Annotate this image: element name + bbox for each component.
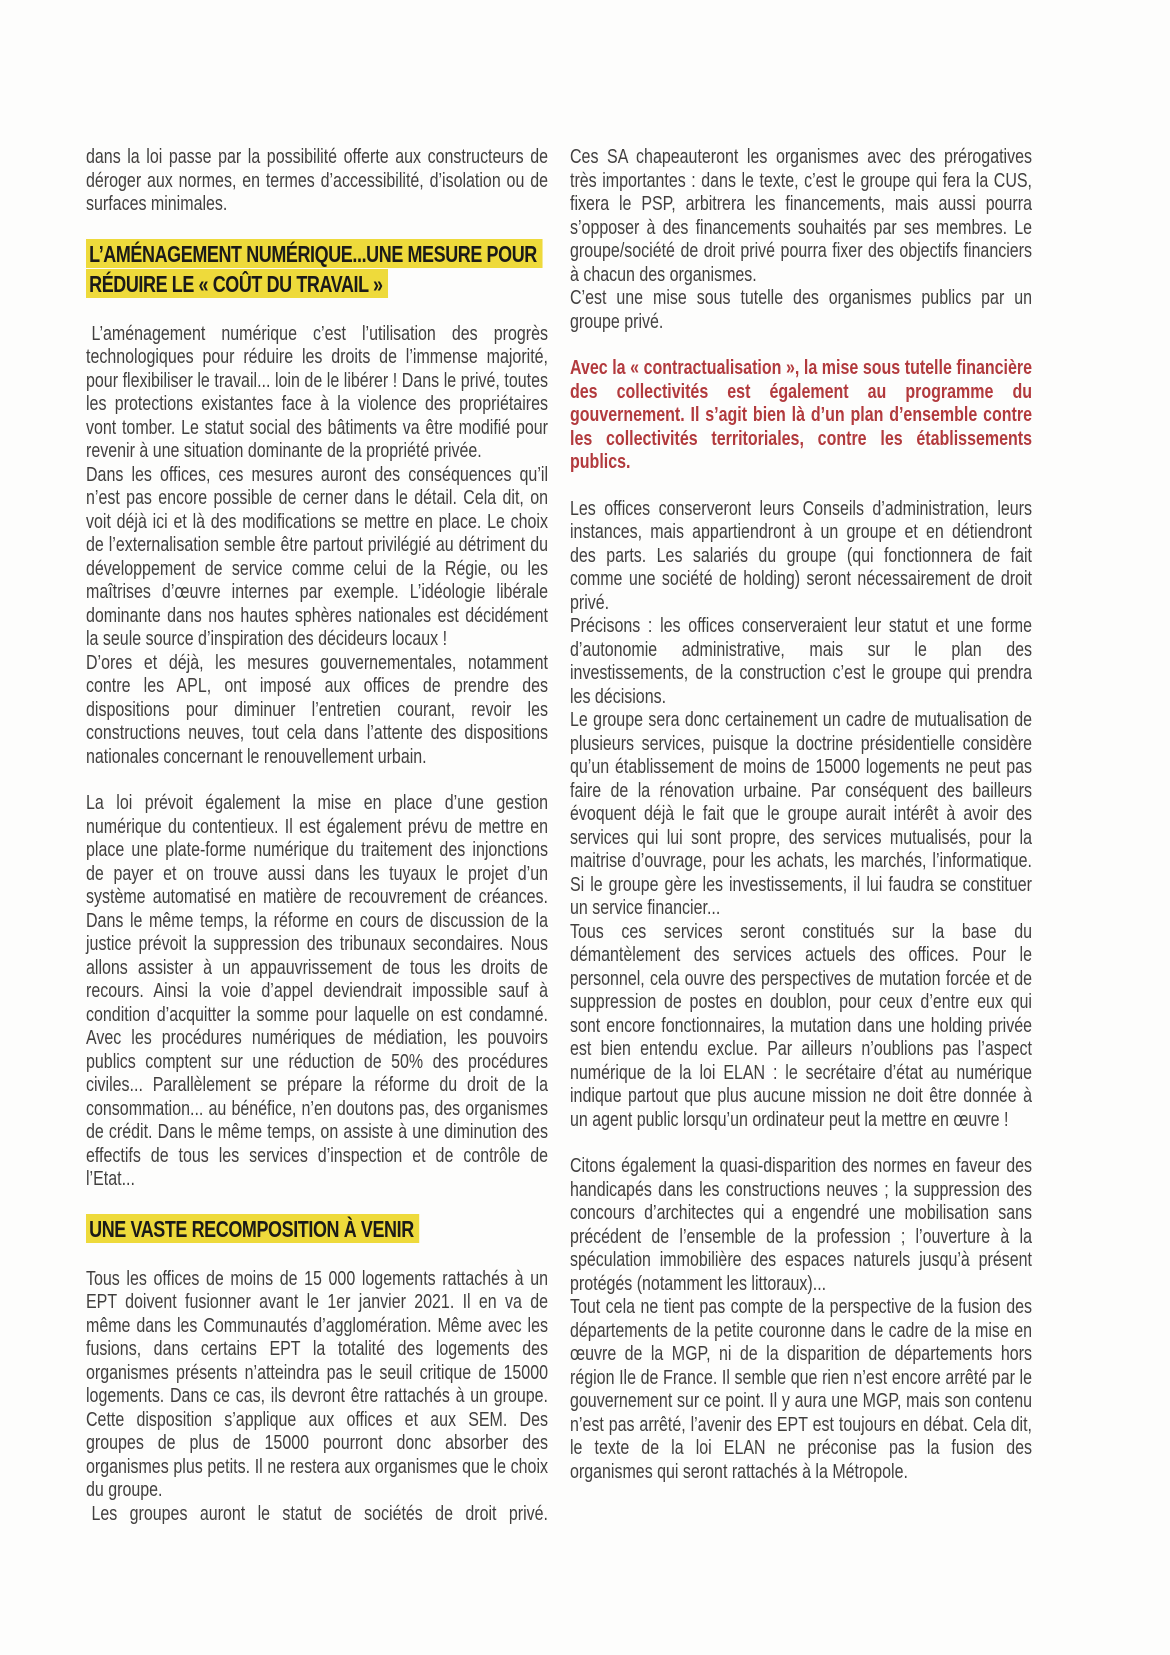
- right-column: [570, 145, 1032, 1525]
- paragraph: Ces SA chapeauteront les organismes avec des prérogatives très importantes : dans le texte, c’est le groupe qui fera la CUS, fixera le PSP, arbitrera les financements, mais aussi pourra s’opposer à des financements souhaités par ses membres. Le groupe/société de droit privé pourra fixer des objectifs financiers à chacun des organismes.: [570, 145, 1032, 286]
- paragraph: Les groupes auront le statut de sociétés de droit privé.: [91, 1501, 548, 1525]
- paragraph: C’est une mise sous tutelle des organismes publics par un groupe privé.: [570, 286, 1032, 333]
- section-heading-text: UNE VASTE RECOMPOSITION À VENIR: [86, 1214, 419, 1243]
- emphasis-paragraph: Avec la « contractualisation », la mise sous tutelle financière des collectivités est également au programme du gouvernement. Il s’agit bien là d’un plan d’ensemble contre les collectivités territoriales, contre les établissements publics.: [570, 356, 1032, 473]
- paragraph: Tous ces services seront constitués sur la base du démantèlement des services actuels des offices. Pour le personnel, cela ouvre des perspectives de mutation forcée et de suppression de postes en doublon, pour ceux d’entre eux qui sont encore fonctionnaires, la mutation dans une holding privée est bien entendu exclue. Par ailleurs n’oublions pas l’aspect numérique de la loi ELAN : le secrétaire d’état au numérique indique partout que plus aucune mission ne doit être donnée à un agent public lorsqu’un ordinateur peut la mettre en œuvre !: [570, 919, 1032, 1131]
- two-column-layout: [86, 145, 1032, 1525]
- paragraph: La loi prévoit également la mise en place d’une gestion numérique du contentieux. Il est également prévu de mettre en place une plate-forme numérique du traitement des injonctions de payer et on trouve aussi dans les tuyaux le projet d’un système automatisé en matière de recouvrement de créances. Dans le même temps, la réforme en cours de discussion de la justice prévoit la suppression des tribunaux secondaires. Nous allons assister à un appauvrissement de tous les droits de recours. Ainsi la voie d’appel deviendrait impossible sauf à condition d’acquitter la somme pour laquelle on est condamné. Avec les procédures numériques de médiation, les pouvoirs publics comptent sur une réduction de 50% des procédures civiles... Parallèlement se prépare la réforme du droit de la consommation... au bénéfice, n’en doutons pas, des organismes de crédit. Dans le même temps, on assiste à une diminution des effectifs de tous les services d’inspection et de contrôle de l’Etat...: [86, 791, 548, 1190]
- paragraph: Tout cela ne tient pas compte de la perspective de la fusion des départements de la petite couronne dans le cadre de la mise en œuvre de la MGP, ni de la disparition de départements hors région Ile de France. Il semble que rien n’est encore arrêté par le gouvernement sur ce point. Il y aura une MGP, mais son contenu n’est pas arrêté, l’avenir des EPT est toujours en débat. Cela dit, le texte de la loi ELAN ne préconise pas la fusion des organismes qui seront rattachés à la Métropole.: [570, 1295, 1032, 1483]
- section-heading: [86, 1214, 548, 1244]
- left-column: [86, 145, 548, 1525]
- paragraph: Citons également la quasi-disparition des normes en faveur des handicapés dans les constructions neuves ; la suppression des concours d’architectes qui a engendré une mobilisation sans précédent de l’ensemble de la profession ; l’ouverture à la spéculation immobilière des espaces naturels jusqu’à présent protégés (notamment les littoraux)...: [570, 1154, 1032, 1295]
- paragraph: D’ores et déjà, les mesures gouvernementales, notamment contre les APL, ont imposé aux offices de prendre des dispositions pour diminuer l’entretien courant, revoir les constructions neuves, tout cela dans l’attente des dispositions nationales concernant le renouvellement urbain.: [86, 650, 548, 768]
- paragraph: Précisons : les offices conserveraient leur statut et une forme d’autonomie administrative, mais sur le plan des investissements, de la construction c’est le groupe qui prendra les décisions.: [570, 614, 1032, 708]
- section-heading: [86, 239, 548, 299]
- paragraph: Le groupe sera donc certainement un cadre de mutualisation de plusieurs services, puisque la doctrine présidentielle considère qu’un établissement de moins de 15000 logements ne peut pas faire de la rénovation urbaine. Par conséquent des bailleurs évoquent déjà le fait que le groupe aurait intérêt à avoir des services qui lui sont propre, des services mutualisés, pour la maitrise d’ouvrage, pour les achats, les marchés, l’informatique. Si le groupe gère les investissements, il lui faudra se constituer un service financier...: [570, 708, 1032, 919]
- paragraph: Tous les offices de moins de 15 000 logements rattachés à un EPT doivent fusionner avant le 1er janvier 2021. Il en va de même dans les Communautés d’agglomération. Même avec les fusions, dans certains EPT la totalité des logements des organismes présents n’atteindra pas le seuil critique de 15000 logements. Dans ce cas, ils devront être rattachés à un groupe. Cette disposition s’applique aux offices et aux SEM. Des groupes de plus de 15000 pourront donc absorber des organismes plus petits. Il ne restera aux organismes que le choix du groupe.: [86, 1266, 548, 1501]
- paragraph: Les offices conserveront leurs Conseils d’administration, leurs instances, mais appartiendront à un groupe et en détiendront des parts. Les salariés du groupe (qui fonctionnera de fait comme une société de holding) seront nécessairement de droit privé.: [570, 496, 1032, 614]
- paragraph: Dans les offices, ces mesures auront des conséquences qu’il n’est pas encore possible de cerner dans le détail. Cela dit, on voit déjà ici et là des modifications se mettre en place. Le choix de l’externalisation semble être partout privilégié au détriment du développement de service comme celui de la Régie, ou les maîtrises d’œuvre internes par exemple. L’idéologie libérale dominante dans nos hautes sphères nationales est décidément la seule source d’inspiration des décideurs locaux !: [86, 462, 548, 650]
- right-column-text: [570, 145, 1032, 1483]
- left-column-text: [86, 145, 548, 1525]
- paragraph: dans la loi passe par la possibilité offerte aux constructeurs de déroger aux normes, en termes d’accessibilité, d’isolation ou de surfaces minimales.: [86, 145, 548, 215]
- paragraph: L’aménagement numérique c’est l’utilisation des progrès technologiques pour réduire les droits de l’immense majorité, pour flexibiliser le travail... loin de le libérer ! Dans le privé, toutes les protections existantes face à la violence des propriétaires vont tomber. Le statut social des bâtiments va être modifié pour revenir à une situation dominante de la propriété privée.: [86, 321, 548, 462]
- section-heading-text: L’AMÉNAGEMENT NUMÉRIQUE...UNE MESURE POUR RÉDUIRE LE « COÛT DU TRAVAIL »: [86, 239, 542, 298]
